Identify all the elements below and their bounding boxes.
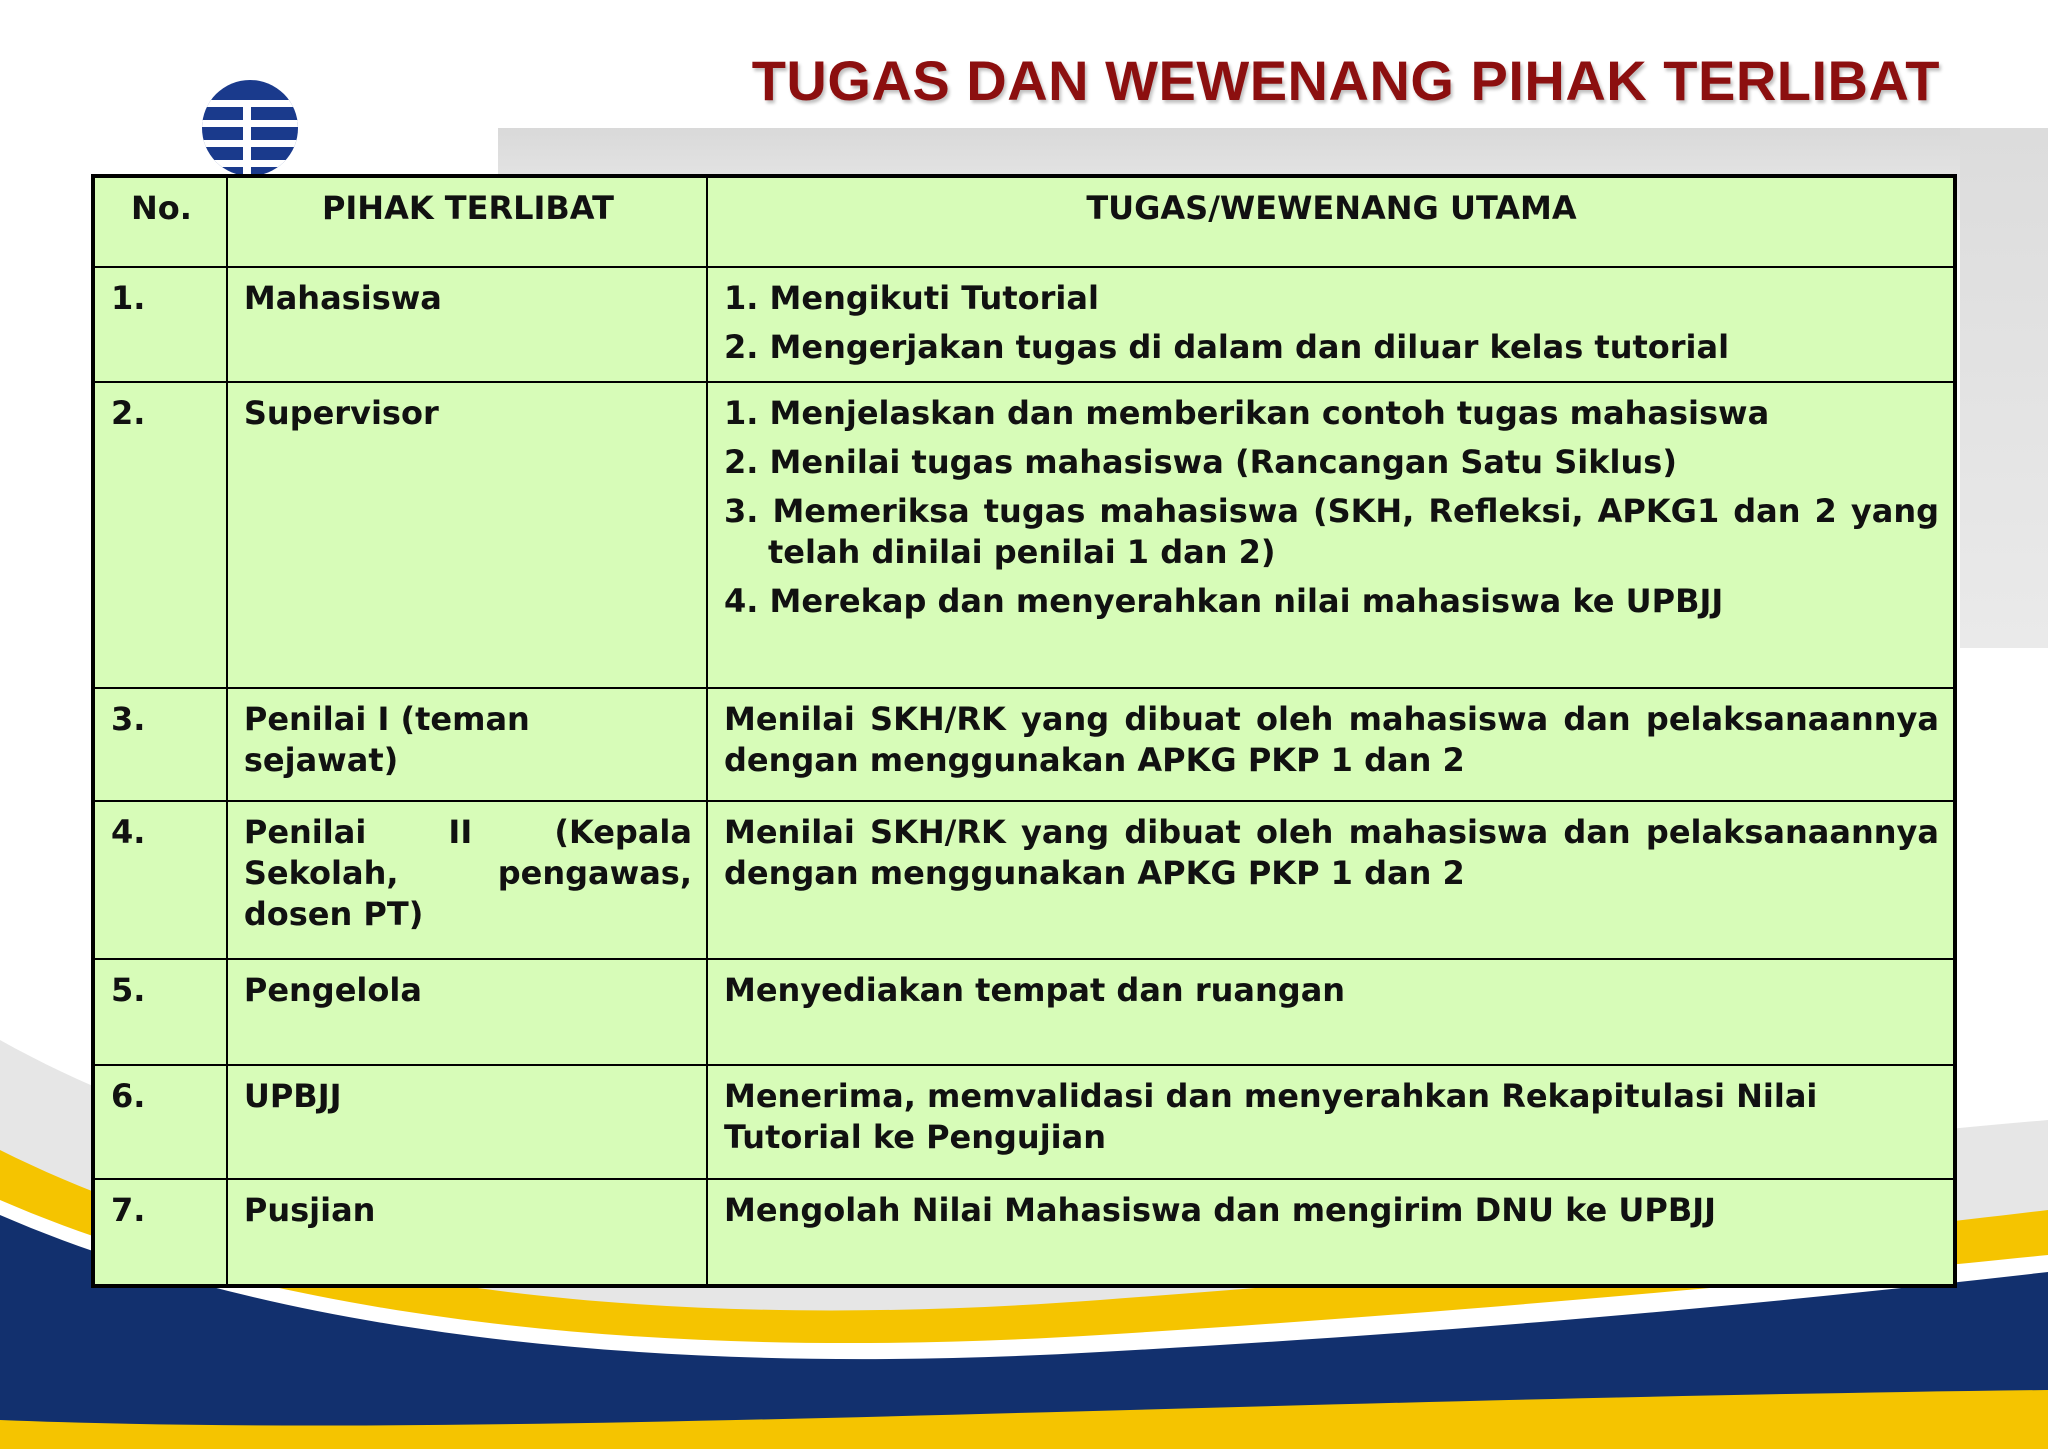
responsibility-table — [91, 174, 1957, 1288]
task-item: 2. Mengerjakan tugas di dalam dan diluar kelas tutorial — [723, 328, 1730, 366]
row-party: UPBJJ — [227, 1065, 707, 1179]
row-tasks: Menilai SKH/RK yang dibuat oleh mahasiswa dan pelaksanaannya dengan menggunakan APKG PKP 1 dan 2 — [707, 801, 1955, 959]
row-number: 5. — [93, 959, 227, 1065]
row-number: 7. — [93, 1179, 227, 1286]
row-party: Pusjian — [227, 1179, 707, 1286]
task-item: 1. Menjelaskan dan memberikan contoh tugas mahasiswa — [723, 394, 1770, 432]
row-party: Supervisor — [227, 382, 707, 688]
row-party: Mahasiswa — [227, 267, 707, 382]
task-item: 1. Mengikuti Tutorial — [723, 279, 1099, 317]
row-party: Penilai II (Kepala Sekolah, pengawas, dosen PT) — [227, 801, 707, 959]
table-row — [93, 382, 1955, 688]
table-row — [93, 959, 1955, 1065]
row-party: Penilai I (teman sejawat) — [227, 688, 707, 801]
row-number: 2. — [93, 382, 227, 688]
page-title: TUGAS DAN WEWENANG PIHAK TERLIBAT — [751, 49, 1940, 112]
table-row — [93, 267, 1955, 382]
header-tugas: TUGAS/WEWENANG UTAMA — [707, 176, 1955, 267]
table-row — [93, 1179, 1955, 1286]
table-row — [93, 688, 1955, 801]
header-pihak: PIHAK TERLIBAT — [227, 176, 707, 267]
row-tasks — [707, 382, 1955, 688]
row-tasks: Menerima, memvalidasi dan menyerahkan Rekapitulasi Nilai Tutorial ke Pengujian — [707, 1065, 1955, 1179]
row-party: Pengelola — [227, 959, 707, 1065]
row-tasks: Mengolah Nilai Mahasiswa dan mengirim DNU ke UPBJJ — [707, 1179, 1955, 1286]
table-row — [93, 801, 1955, 959]
table-row — [93, 1065, 1955, 1179]
task-item: 4. Merekap dan menyerahkan nilai mahasiswa ke UPBJJ — [723, 582, 1724, 620]
row-tasks: Menyediakan tempat dan ruangan — [707, 959, 1955, 1065]
table-header-row — [93, 176, 1955, 267]
header-no: No. — [93, 176, 227, 267]
university-logo-icon — [200, 80, 304, 180]
task-item: 2. Menilai tugas mahasiswa (Rancangan Satu Siklus) — [723, 443, 1677, 481]
row-number: 4. — [93, 801, 227, 959]
row-number: 1. — [93, 267, 227, 382]
task-item: 3. Memeriksa tugas mahasiswa (SKH, Refleksi, APKG1 dan 2 yang telah dinilai penilai 1 dan 2) — [723, 492, 1939, 571]
row-number: 6. — [93, 1065, 227, 1179]
row-tasks: Menilai SKH/RK yang dibuat oleh mahasiswa dan pelaksanaannya dengan menggunakan APKG PKP 1 dan 2 — [707, 688, 1955, 801]
row-tasks — [707, 267, 1955, 382]
row-number: 3. — [93, 688, 227, 801]
